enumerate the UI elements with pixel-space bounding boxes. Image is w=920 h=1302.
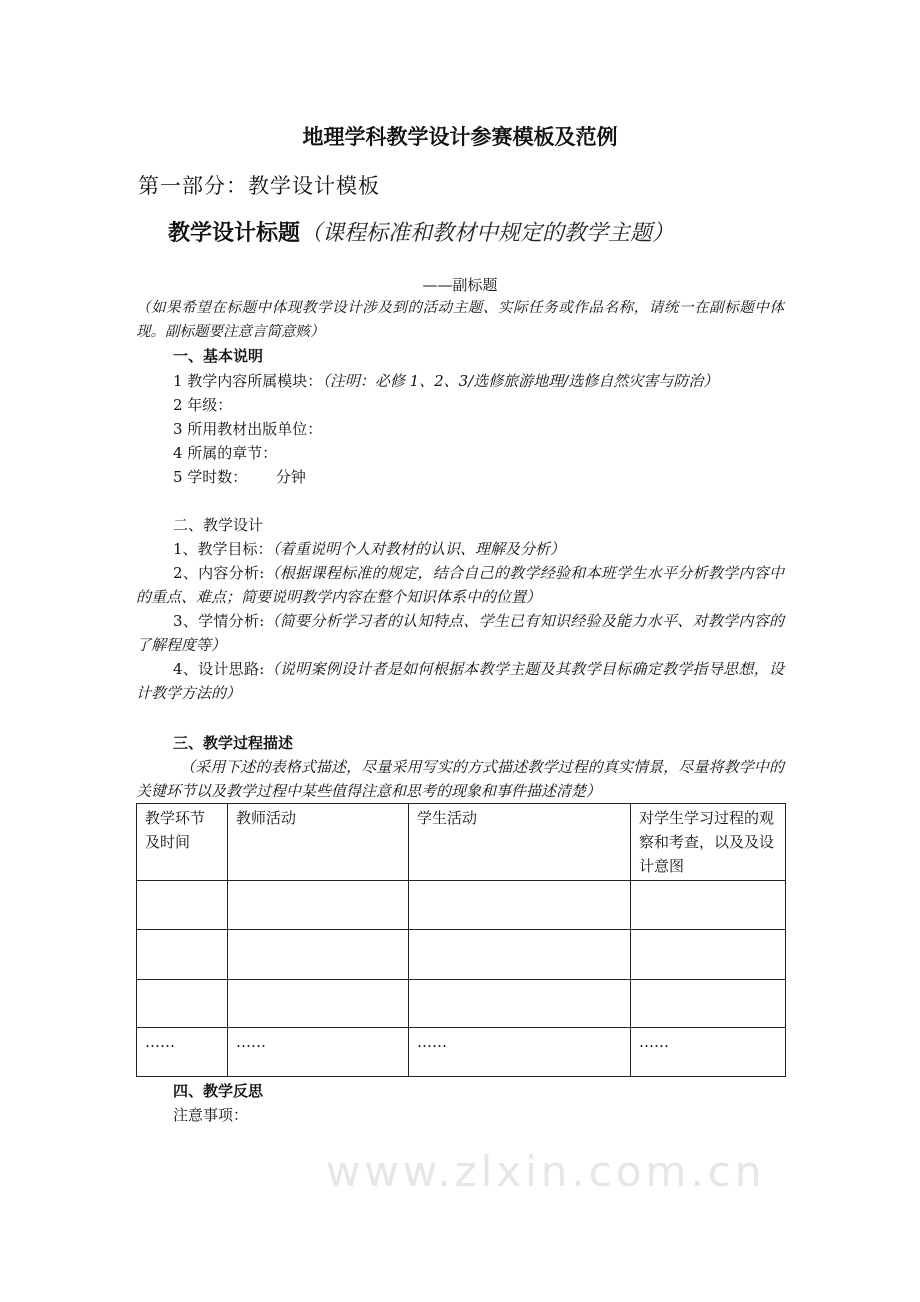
watermark: www.zlxin.com.cn <box>326 1147 766 1196</box>
section2-item-2 <box>136 561 784 609</box>
table-cell[interactable] <box>409 881 631 930</box>
table-cell[interactable] <box>631 980 786 1028</box>
section4-heading: 四、教学反思 <box>173 1082 264 1100</box>
table-row <box>137 930 786 980</box>
table-cell[interactable] <box>631 930 786 980</box>
design-title <box>168 218 884 250</box>
table-header: 教学环节及时间 <box>137 804 228 881</box>
item-label: 4、设计思路: <box>173 660 265 678</box>
section4-item: 注意事项： <box>173 1106 249 1124</box>
item-label: 3、学情分析: <box>173 612 265 630</box>
section2-item-1 <box>136 537 784 561</box>
section1-item-3: 3 所用教材出版单位： <box>173 420 323 438</box>
section1-item-5: 5 学时数： 分钟 <box>173 468 306 486</box>
item-note: （根据课程标准的规定，结合自己的教学经验和本班学生水平分析教学内容中的重点、难点；简要说明教学内容在整个知识体系中的位置） <box>136 564 784 606</box>
table-cell[interactable]: …… <box>409 1028 631 1077</box>
section1-item-4: 4 所属的章节： <box>173 444 278 462</box>
document-body <box>136 0 784 1197</box>
table-cell[interactable] <box>228 930 409 980</box>
item-label: 2、内容分析: <box>173 564 265 582</box>
table-header: 对学生学习过程的观察和考查，以及及设计意图 <box>631 804 786 881</box>
design-title-note: （课程标准和教材中规定的教学主题） <box>300 221 675 246</box>
section1-item-1 <box>136 369 784 393</box>
table-cell[interactable] <box>409 930 631 980</box>
section1-item-2: 2 年级： <box>173 396 233 414</box>
table-cell[interactable] <box>228 980 409 1028</box>
table-row <box>137 881 786 930</box>
table-cell[interactable] <box>631 881 786 930</box>
table-cell[interactable] <box>137 881 228 930</box>
table-cell[interactable] <box>137 930 228 980</box>
table-cell[interactable]: …… <box>228 1028 409 1077</box>
section2-item-4 <box>136 657 784 705</box>
table-header: 学生活动 <box>409 804 631 881</box>
section2-heading: 二、教学设计 <box>173 516 264 534</box>
table-cell[interactable] <box>228 881 409 930</box>
table-header: 教师活动 <box>228 804 409 881</box>
item-note: （简要分析学习者的认知特点、学生已有知识经验及能力水平、对教学内容的了解程度等） <box>136 612 784 654</box>
section3-note: （采用下述的表格式描述，尽量采用写实的方式描述教学过程的真实情景，尽量将教学中的关键环节以及教学过程中某些值得注意和思考的现象和事件描述清楚） <box>136 758 784 800</box>
process-table <box>136 803 786 1077</box>
table-cell[interactable]: …… <box>631 1028 786 1077</box>
table-header-row <box>137 804 786 881</box>
design-title-label: 教学设计标题 <box>168 221 301 246</box>
section2-item-3 <box>136 609 784 657</box>
item-note: （说明案例设计者是如何根据本教学主题及其教学目标确定教学指导思想，设计教学方法的） <box>136 660 784 702</box>
item-label: 1 教学内容所属模块： <box>173 372 323 390</box>
subtitle-note: （如果希望在标题中体现教学设计涉及到的活动主题、实际任务或作品名称，请统一在副标题中体现。副标题要注意言简意赅） <box>136 300 784 340</box>
table-cell[interactable]: …… <box>137 1028 228 1077</box>
document-title: 地理学科教学设计参赛模板及范例 <box>302 125 618 149</box>
subtitle: ——副标题 <box>422 276 498 294</box>
item-note: （着重说明个人对教材的认识、理解及分析） <box>272 540 566 558</box>
table-cell[interactable] <box>409 980 631 1028</box>
item-note: （注明：必修 1、2、3/选修旅游地理/选修自然灾害与防治） <box>322 372 719 390</box>
table-cell[interactable] <box>137 980 228 1028</box>
table-row <box>137 980 786 1028</box>
section3-heading: 三、教学过程描述 <box>173 734 294 752</box>
part-heading: 第一部分：教学设计模板 <box>138 174 380 198</box>
section1-heading: 一、基本说明 <box>173 347 264 365</box>
table-row <box>137 1028 786 1077</box>
item-label: 1、教学目标： <box>173 540 273 558</box>
